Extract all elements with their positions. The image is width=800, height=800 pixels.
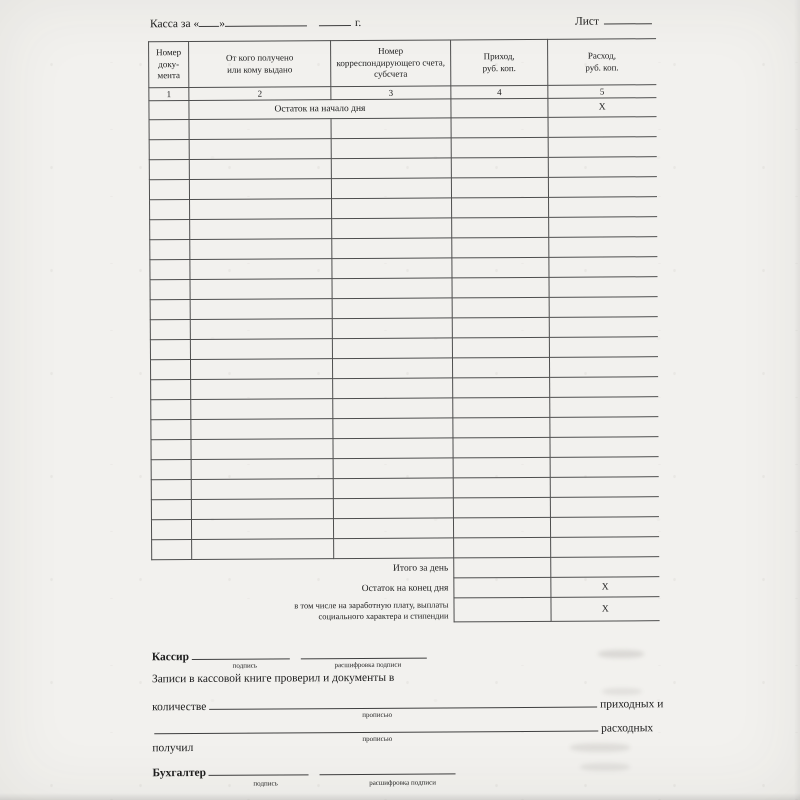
empty-cell	[549, 277, 657, 298]
sheet-number-blank-field	[604, 11, 652, 24]
col-number: 4	[451, 85, 548, 99]
empty-cell	[549, 297, 657, 318]
empty-cell	[549, 257, 657, 278]
col-number: 3	[331, 86, 451, 100]
including-salary-label: в том числе на заработную плату, выплаты социального характера и стипендии	[294, 599, 449, 621]
empty-cell	[550, 497, 658, 518]
empty-cell	[333, 518, 453, 539]
quantity-line	[152, 694, 663, 713]
empty-cell	[332, 258, 452, 279]
empty-cell	[333, 478, 453, 499]
empty-cell	[550, 377, 658, 398]
empty-cell	[548, 157, 656, 178]
empty-cell	[149, 140, 189, 160]
empty-cell	[190, 199, 332, 220]
empty-cell	[151, 400, 191, 420]
open-quote: «	[193, 17, 200, 31]
empty-cell	[549, 357, 657, 378]
empty-cell	[549, 237, 657, 258]
empty-cell	[451, 117, 548, 138]
opening-doc-cell	[149, 101, 189, 120]
empty-cell	[150, 300, 190, 320]
empty-cell	[452, 337, 549, 358]
outgoing-line	[154, 718, 653, 737]
empty-cell	[331, 158, 451, 179]
empty-cell	[151, 520, 191, 540]
empty-cell	[548, 177, 656, 198]
empty-cell	[453, 457, 550, 478]
empty-cell	[453, 417, 550, 438]
empty-cell	[191, 519, 333, 540]
empty-cell	[189, 179, 331, 200]
col-number: 1	[149, 88, 189, 101]
empty-cell	[451, 177, 548, 198]
empty-cell	[550, 417, 658, 438]
empty-cell	[190, 219, 332, 240]
outgoing-label: расходных	[601, 722, 654, 735]
accountant-label: Бухгалтер	[152, 766, 207, 780]
incoming-label: приходных и	[600, 698, 664, 711]
empty-cell	[334, 538, 454, 559]
empty-cell	[453, 497, 550, 518]
empty-cell	[551, 537, 659, 558]
cashier-signature-blank	[192, 646, 290, 660]
empty-cell	[550, 477, 658, 498]
cash-table	[148, 38, 659, 624]
empty-cell	[549, 197, 657, 218]
empty-cell	[453, 517, 550, 538]
empty-cell	[549, 317, 657, 338]
empty-cell	[151, 440, 191, 460]
sheet-label: Лист	[574, 15, 600, 28]
empty-cell	[152, 540, 192, 560]
empty-cell	[150, 340, 190, 360]
salary-expense-x-mark: X	[551, 597, 659, 622]
empty-cell	[331, 178, 451, 199]
empty-cell	[190, 259, 332, 280]
empty-cell	[333, 458, 453, 479]
empty-cell	[149, 160, 189, 180]
empty-cell	[190, 239, 332, 260]
col-number: 2	[189, 87, 331, 101]
empty-cell	[150, 240, 190, 260]
closing-expense-x-mark: X	[551, 577, 659, 598]
col-header-income: Приход, руб. коп.	[451, 39, 548, 86]
empty-cell	[453, 437, 550, 458]
empty-cell	[150, 260, 190, 280]
empty-cell	[332, 358, 452, 379]
empty-cell	[189, 139, 331, 160]
salary-income-cell	[454, 597, 551, 622]
closing-income-cell	[454, 577, 551, 598]
empty-rows-body	[149, 117, 659, 560]
empty-cell	[454, 537, 551, 558]
month-blank-field	[225, 13, 307, 27]
empty-cell	[550, 437, 658, 458]
col-number: 5	[548, 85, 656, 99]
empty-cell	[331, 138, 451, 159]
empty-cell	[189, 159, 331, 180]
empty-cell	[452, 197, 549, 218]
empty-cell	[550, 517, 658, 538]
cashier-label: Кассир	[151, 651, 190, 664]
empty-cell	[332, 298, 452, 319]
empty-cell	[149, 120, 189, 140]
empty-cell	[548, 117, 656, 138]
empty-cell	[190, 359, 332, 380]
empty-cell	[192, 539, 334, 560]
empty-cell	[149, 180, 189, 200]
total-day-income-cell	[454, 557, 551, 578]
empty-cell	[452, 257, 549, 278]
empty-cell	[549, 217, 657, 238]
empty-cell	[451, 157, 548, 178]
empty-cell	[190, 279, 332, 300]
empty-cell	[151, 500, 191, 520]
empty-cell	[452, 357, 549, 378]
col-header-document-number: Номер доку- мента	[149, 42, 189, 88]
empty-cell	[332, 218, 452, 239]
empty-cell	[332, 238, 452, 259]
scan-edge-shadow	[0, 793, 800, 800]
year-blank-field	[319, 13, 351, 26]
records-checked-text: Записи в кассовой книге проверил и документы в	[151, 671, 395, 686]
in-words-caption: прописью	[362, 734, 393, 743]
empty-cell	[151, 420, 191, 440]
empty-cell	[332, 338, 452, 359]
col-header-corresponding-account: Номер корреспондирующего счета, субсчета	[331, 40, 451, 87]
received-label: получил	[152, 742, 194, 755]
total-day-label: Итого за день	[393, 563, 449, 574]
opening-balance-label: Остаток на начало дня	[189, 99, 451, 120]
empty-cell	[453, 397, 550, 418]
empty-cell	[333, 438, 453, 459]
empty-cell	[150, 280, 190, 300]
empty-cell	[191, 499, 333, 520]
accountant-name-blank	[320, 761, 456, 775]
signature-decode-caption: расшифровка подписи	[334, 660, 402, 670]
cashier-name-blank	[301, 646, 427, 660]
total-day-expense-cell	[551, 557, 659, 578]
col-header-expense: Расход, руб. коп.	[548, 39, 656, 86]
empty-cell	[332, 318, 452, 339]
empty-cell	[151, 460, 191, 480]
empty-cell	[452, 317, 549, 338]
empty-cell	[332, 278, 452, 299]
empty-cell	[331, 118, 451, 139]
signature-decode-caption: расшифровка подписи	[369, 778, 437, 787]
signature-caption: подпись	[232, 661, 258, 670]
table-header-row	[149, 39, 656, 88]
quantity-label: количестве	[152, 700, 207, 714]
empty-cell	[190, 299, 332, 320]
empty-cell	[332, 198, 452, 219]
sheet-number-line	[575, 11, 652, 27]
accountant-signature-blank	[209, 762, 309, 776]
empty-cell	[190, 319, 332, 340]
empty-cell	[191, 479, 333, 500]
opening-income-cell	[451, 98, 548, 118]
outgoing-count-blank	[154, 719, 598, 735]
day-blank-field	[199, 14, 219, 27]
empty-cell	[191, 399, 333, 420]
kassa-label: Касса за	[149, 18, 191, 31]
empty-cell	[150, 360, 190, 380]
empty-cell	[333, 498, 453, 519]
col-header-from-whom: От кого получено или кому выдано	[189, 41, 331, 88]
empty-cell	[548, 137, 656, 158]
including-salary-row	[152, 597, 659, 624]
empty-cell	[451, 137, 548, 158]
signature-caption: подпись	[253, 779, 278, 788]
accountant-signature-line	[152, 761, 455, 779]
empty-cell	[150, 320, 190, 340]
empty-cell	[150, 220, 190, 240]
empty-cell	[333, 418, 453, 439]
empty-cell	[191, 379, 333, 400]
empty-cell	[333, 398, 453, 419]
in-words-caption: прописью	[362, 710, 393, 719]
empty-cell	[191, 439, 333, 460]
scan-edge-shadow	[794, 0, 800, 800]
kassa-title-line	[150, 13, 361, 30]
year-suffix: г.	[354, 16, 362, 30]
empty-cell	[549, 337, 657, 358]
incoming-count-blank	[209, 695, 597, 710]
empty-cell	[550, 397, 658, 418]
empty-cell	[150, 200, 190, 220]
empty-cell	[452, 237, 549, 258]
closing-balance-label: Остаток на конец дня	[361, 582, 449, 594]
empty-cell	[453, 477, 550, 498]
empty-cell	[550, 457, 658, 478]
empty-cell	[452, 297, 549, 318]
empty-cell	[452, 217, 549, 238]
close-quote: »	[219, 17, 225, 30]
empty-cell	[151, 380, 191, 400]
empty-cell	[452, 277, 549, 298]
empty-cell	[190, 339, 332, 360]
empty-cell	[151, 480, 191, 500]
empty-cell	[191, 459, 333, 480]
empty-cell	[189, 119, 331, 140]
empty-cell	[453, 377, 550, 398]
empty-cell	[333, 378, 453, 399]
opening-expense-x-mark: X	[548, 98, 656, 118]
empty-cell	[191, 419, 333, 440]
